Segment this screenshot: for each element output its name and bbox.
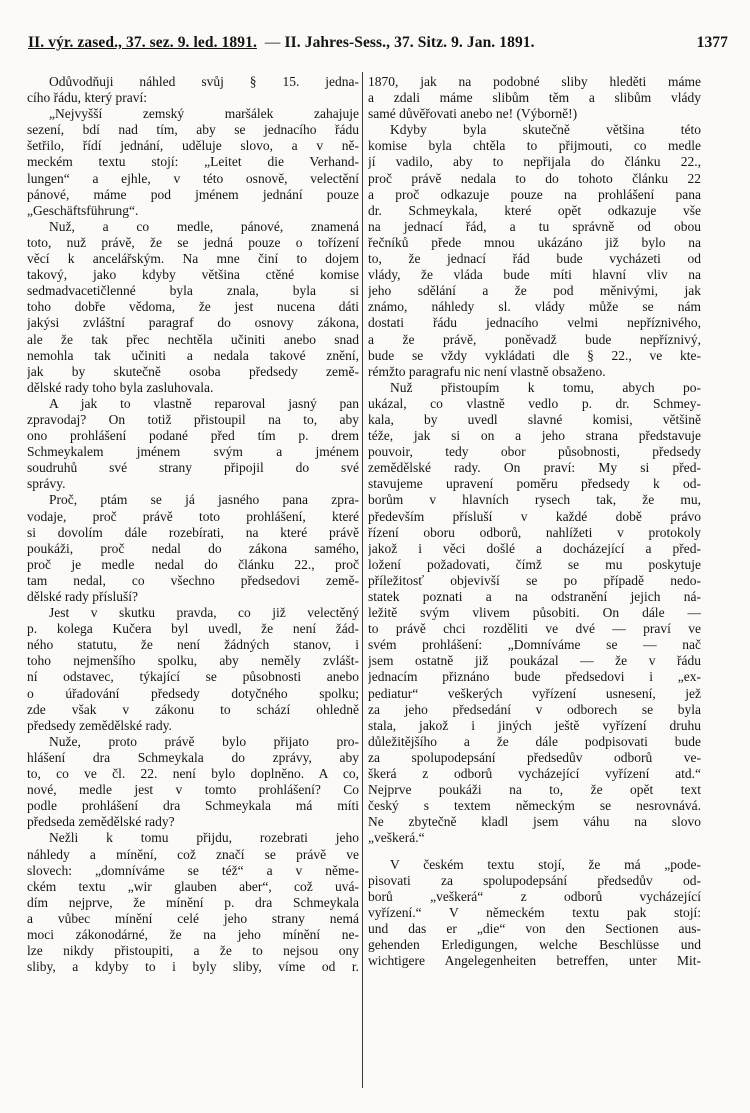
header-dash: —	[264, 34, 281, 51]
text-line: tam nedal, co všechno předsedovi země-	[27, 572, 359, 588]
text-line: A jak to vlastně reparoval jasný pan	[49, 395, 359, 411]
text-line: soudruhů své strany připojil do své	[27, 460, 359, 476]
text-line: bude se vždy vykládati dle § 22., ve kte-	[368, 347, 701, 363]
text-line: příležitosť objevivší se po případě nedo-	[368, 572, 701, 588]
text-line: komise byla chtěla to přijmouti, co medle	[368, 138, 701, 154]
header-czech-session: II. výr. zased., 37. sez. 9. led. 1891.	[28, 34, 257, 51]
text-line: jak by skutečně osoba předsedy země-	[27, 363, 359, 379]
text-line: pouvoir, tedy obor působnosti, předsedy	[368, 444, 701, 460]
text-line: a že právě, poněvadž bude nepříznivý,	[368, 331, 701, 347]
text-line: sliby, a kdyby to i byly sliby, víme od r.	[27, 959, 359, 975]
text-line: to právě chci rozděliti ve dvé — praví ve	[368, 621, 701, 637]
text-line: náhledy a mínění, což značí se právě ve	[27, 846, 359, 862]
text-line: téže, jak si on a jeho strana představuje	[368, 428, 701, 444]
text-line: jakýsi zvláštní paragraf do osnovy zákona,	[27, 315, 359, 331]
text-line: nemohla tak učiniti a nedala takové znění,	[27, 347, 359, 363]
text-line: vyřízení.“ V německém textu pak stojí:	[368, 904, 701, 920]
text-line: zemědělské rady. On praví: My si před-	[368, 460, 701, 476]
text-line: borů „veškerá“ z odborů vycházející	[368, 888, 701, 904]
text-line: Nežli k tomu přijdu, rozebrati jeho	[49, 830, 359, 846]
text-line: ného statutu, že není žádných stanov, i	[27, 637, 359, 653]
text-line: lungen“ a ejhle, v této osnově, velectění	[27, 170, 359, 186]
text-line: sezení, bdí nad tím, aby se jednacího řádu	[27, 122, 359, 138]
text-line: proč je medle nedal do článku 22., proč	[27, 556, 359, 572]
text-line: p. kolega Kučera byl uvedl, že není žád-	[27, 621, 359, 637]
text-line: věcí k ancelářským. Na mne činí to dojem	[27, 251, 359, 267]
text-line: ukázal, co vlastně vedlo p. dr. Schmey-	[368, 395, 701, 411]
text-line: pediatur“ veškerých vyřízení usnesení, jež	[368, 685, 701, 701]
text-line: hlášení dra Schmeykala do zprávy, aby	[27, 749, 359, 765]
text-line: svém prohlášení: „Domníváme se — nač	[368, 637, 701, 653]
text-line: „veškerá.“	[368, 830, 425, 846]
text-line: nové, medle jest v tomto prohlášení? Co	[27, 782, 359, 798]
text-line: ckém textu „wir glauben aber“, což uvá-	[27, 878, 359, 894]
text-line: jsem ostatně již poukázal — že v řádu	[368, 653, 701, 669]
text-line: jednacím přiznáno bude předsedovi i „ex-	[368, 669, 701, 685]
text-line: Proč, ptám se já jasného pana zpra-	[49, 492, 359, 508]
text-line: důležitějšího a že dále podpisovati bude	[368, 733, 701, 749]
text-line: ložení požadovati, čímž se mu poskytuje	[368, 556, 701, 572]
text-line: borům v hlavních rysech tak, že mu,	[368, 492, 701, 508]
text-line: a vůbec mínění celé jeho strany nemá	[27, 910, 359, 926]
right-column	[368, 74, 701, 969]
text-line: jakož i věci došlé a docházející a před-	[368, 540, 701, 556]
text-line: proč právě nedala to do tohoto článku 22	[368, 170, 701, 186]
text-line: ale že tak přec nechtěla učiniti anebo snad	[27, 331, 359, 347]
text-line: toto, nuž právě, že se jedná pouze o tořízení	[27, 234, 359, 250]
text-line: slovech: „domníváme se též“ a v něme-	[27, 862, 359, 878]
text-line: Nejprve poukáži na to, že opět text	[368, 782, 701, 798]
text-line: kala, by uvedl slavné komisi, většině	[368, 411, 701, 427]
text-line: podle prohlášení dra Schmeykala má míti	[27, 798, 359, 814]
text-line: dělské rady přísluší?	[27, 589, 138, 604]
text-line: V českém textu stojí, že má „pode-	[390, 856, 701, 872]
text-line: zde však v zákonu to schází ohledně	[27, 701, 359, 717]
text-line: rémžto paragrafu nic není vlastně obsaženo.	[368, 363, 606, 379]
text-line: řízení oboru odborů, nahlížeti v protokoly	[368, 524, 701, 540]
text-line: lze nikdy přistoupiti, a že to nejsou ony	[27, 943, 359, 959]
text-line: známo, náhledy sl. vlády může se nám	[368, 299, 701, 315]
text-line: stavujeme upravení poměru předsedy k od-	[368, 476, 701, 492]
text-line: toho dobře vědoma, že jest nucena dáti	[27, 299, 359, 315]
text-line: předsedy zemědělské rady.	[27, 717, 172, 733]
text-line: moci zákonodárné, že na jeho mínění ne-	[27, 926, 359, 942]
text-line: cího řádu, který praví:	[27, 90, 147, 106]
text-line: wichtigere Angelegenheiten betreffen, unter Mit-	[368, 953, 701, 969]
text-line: dr. Schmeykala, které opět odkazuje vše	[368, 202, 701, 218]
text-line: Odůvodňuji náhled svůj § 15. jedna-	[49, 74, 359, 89]
text-line: Nuž přistoupím k tomu, abych po-	[390, 379, 701, 395]
text-line: „Nejvyšší zemský maršálek zahajuje	[49, 106, 359, 122]
text-line: toho nejmenšího spolku, aby neměly zvlášt-	[27, 653, 359, 669]
text-line: dostati řádu jednacího velmi nepříznivého,	[368, 315, 701, 331]
text-line: český s textem německým se nesrovnává.	[368, 798, 701, 814]
text-line: ono prohlášení podané před tím p. drem	[27, 428, 359, 444]
text-line: statek poznati a na odstranění jejich ná-	[368, 589, 701, 604]
text-line: Schmeykalem jménem svým a jménem	[27, 444, 359, 460]
text-line: dělské rady toho byla zasluhovala.	[27, 379, 214, 395]
text-line: o úřadování předsedy dotyčného spolku;	[27, 685, 359, 701]
header-center	[257, 34, 697, 52]
text-line: škerá z odborů vycházející vyřízení atd.“	[368, 766, 701, 782]
text-line: za jeho předsedání v odborech se byla	[368, 701, 701, 717]
text-line: meckém textu stojí: „Leitet die Verhand-	[27, 154, 359, 170]
page-number: 1377	[696, 34, 728, 51]
text-line: pisovati za spolupodepsání předsedův od-	[368, 872, 701, 888]
text-line: si dovolím dále rozebírati, na které právě	[27, 524, 359, 540]
text-line: a zdali máme slibům těm a slibům vlády	[368, 90, 701, 106]
text-line: za spolupodepsání předsedův odborů ve-	[368, 749, 701, 765]
column-divider	[362, 72, 363, 1088]
text-line: poukáži, proč nedal do zákona samého,	[27, 540, 359, 556]
text-line: samé důvěřovati anebo ne! (Výborně!)	[368, 106, 578, 122]
text-line: správy.	[27, 476, 66, 492]
text-line: to, že jednací řád bude vycházeti od	[368, 251, 701, 267]
text-line: takový, jako kdyby většina ctěné komise	[27, 267, 359, 283]
text-line: ležitě svým vlivem působiti. On dále —	[368, 605, 701, 621]
text-line: Nuže, proto právě bylo přijato pro-	[49, 733, 359, 749]
text-line: šetřilo, řídí jednání, uděluje slovo, a v ně-	[27, 138, 359, 154]
text-line: Kdyby byla skutečně většina této	[390, 122, 701, 138]
text-line: jeho sdělání a že pod měnivými, jak	[368, 283, 701, 299]
page-header	[28, 34, 728, 52]
text-line: Nuž, a co medle, pánové, znamená	[49, 218, 359, 234]
text-line: gehenden Erledigungen, welche Beschlüsse und	[368, 936, 701, 952]
text-line: Jest v skutku pravda, co již velectěný	[49, 605, 359, 621]
text-line: na jednací řád, a tu správně od obou	[368, 218, 701, 234]
text-line: jí vadilo, aby to nepřijala do článku 22.,	[368, 154, 701, 170]
text-line: pánové, máme pod jménem jednání pouze	[27, 186, 359, 202]
text-line: und das er „die“ von den Sectionen aus-	[368, 920, 701, 936]
left-column	[27, 74, 359, 975]
text-line: stala, jakož i jiných ještě vyřízení druhu	[368, 717, 701, 733]
text-line: vodaje, proč právě toto prohlášení, které	[27, 508, 359, 524]
text-line: „Geschäftsführung“.	[27, 202, 139, 218]
text-line: především přísluší v každé době právo	[368, 508, 701, 524]
paragraph-gap	[368, 847, 701, 857]
text-line: ní odstavec, týkající se působnosti anebo	[27, 669, 359, 685]
text-line: dím nejprve, že mínění p. dra Schmeykala	[27, 894, 359, 910]
text-line: zpravodaj? On totiž přistoupil na to, aby	[27, 411, 359, 427]
text-line: Ne zbytečně kladl jsem váhu na slovo	[368, 814, 701, 830]
text-line: předseda zemědělské rady?	[27, 814, 175, 830]
text-line: řečníků přede mnou ukázáno již bylo na	[368, 234, 701, 250]
header-german-session: II. Jahres-Sess., 37. Sitz. 9. Jan. 1891.	[284, 34, 535, 51]
text-line: a proč odkazuje pouze na prohlášení pana	[368, 186, 701, 202]
text-line: 1870, jak na podobné sliby hleděti máme	[368, 74, 701, 89]
text-line: to, co ve čl. 22. není bylo doplněno. A co,	[27, 766, 359, 782]
text-line: vlády, že vláda bude míti hlavní vliv na	[368, 267, 701, 283]
text-line: sedmadvacetičlenné byla znala, byla si	[27, 283, 359, 299]
